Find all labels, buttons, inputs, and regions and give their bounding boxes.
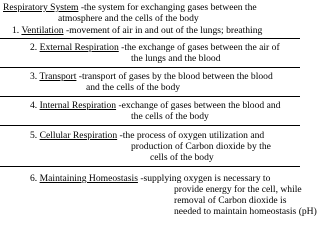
item-3-number: 3. xyxy=(30,71,38,82)
item-2-line-2 xyxy=(131,53,300,64)
divider xyxy=(0,96,300,97)
item-2-definition: -the exchange of gases between the air of xyxy=(118,42,280,53)
divider xyxy=(0,125,300,126)
item-6-term: Maintaining Homeostasis xyxy=(39,173,138,184)
item-3-definition: -transport of gases by the blood between the blood xyxy=(76,71,273,82)
item-6-line-2 xyxy=(174,184,300,195)
item-4-line-1 xyxy=(30,100,300,111)
divider xyxy=(0,67,300,68)
item-5-definition: -the process of oxygen utilization and xyxy=(117,130,265,141)
item-4-number: 4. xyxy=(30,100,38,111)
item-4-definition-cont: the cells of the body xyxy=(131,111,209,122)
item-6-definition-cont: provide energy for the cell, while xyxy=(174,184,302,195)
item-4-definition: -exchange of gases between the blood and xyxy=(116,100,281,111)
item-5-line-1 xyxy=(30,130,300,141)
item-6-definition-cont-3: needed to maintain homeostasis (pH) xyxy=(174,206,317,217)
divider xyxy=(0,166,300,167)
item-5-number: 5. xyxy=(30,130,38,141)
header-line-1 xyxy=(3,2,300,13)
item-6-line-4 xyxy=(174,206,317,217)
item-5-line-3 xyxy=(150,152,300,163)
respiratory-system-definition-cont: atmosphere and the cells of the body xyxy=(58,13,199,24)
item-2-definition-cont: the lungs and the blood xyxy=(131,53,221,64)
item-3-term: Transport xyxy=(39,71,77,82)
item-6-definition: -supplying oxygen is necessary to xyxy=(137,173,271,184)
item-4-term: Internal Respiration xyxy=(39,100,117,111)
item-1-term: Ventilation xyxy=(21,25,64,36)
item-5-line-2 xyxy=(131,141,300,152)
header-line-2 xyxy=(58,13,300,24)
divider xyxy=(0,38,300,39)
item-4-line-2 xyxy=(131,111,300,122)
item-1-definition: -movement of air in and out of the lungs; breathing xyxy=(63,25,263,36)
item-6-line-1 xyxy=(30,173,300,184)
respiratory-system-definition: -the system for exchanging gases between the xyxy=(78,2,257,13)
item-3-line-2 xyxy=(86,82,300,93)
item-1-line-1 xyxy=(12,25,300,36)
item-2-number: 2. xyxy=(30,42,38,53)
item-5-definition-cont-2: cells of the body xyxy=(150,152,214,163)
item-5-term: Cellular Respiration xyxy=(39,130,118,141)
item-3-definition-cont: and the cells of the body xyxy=(86,82,181,93)
item-6-line-3 xyxy=(174,195,300,206)
item-6-number: 6. xyxy=(30,173,38,184)
respiratory-system-term: Respiratory System xyxy=(3,2,79,13)
item-2-line-1 xyxy=(30,42,300,53)
item-3-line-1 xyxy=(30,71,300,82)
item-1-number: 1. xyxy=(12,25,20,36)
item-2-term: External Respiration xyxy=(39,42,119,53)
item-6-definition-cont-2: removal of Carbon dioxide is xyxy=(174,195,287,206)
item-5-definition-cont: production of Carbon dioxide by the xyxy=(131,141,271,152)
